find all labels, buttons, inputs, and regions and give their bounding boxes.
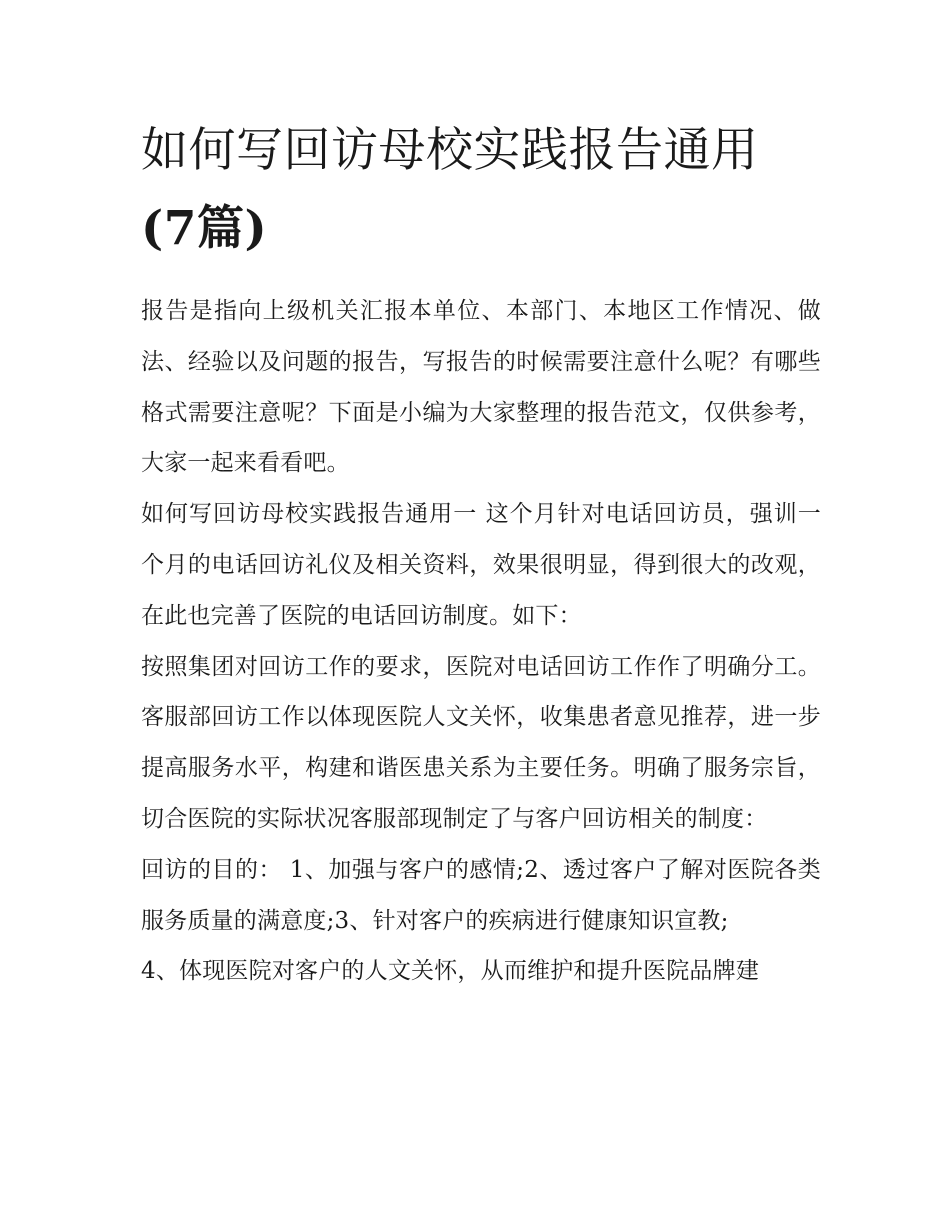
paragraph-section-one: 如何写回访母校实践报告通用一 这个月针对电话回访员，强训一个月的电话回访礼仪及相关资料，效果很明显，得到很大的改观，在此也完善了医院的电话回访制度。如下： [141,501,821,629]
document-title [141,112,821,268]
document-content [141,112,821,997]
paragraph-intro: 报告是指向上级机关汇报本单位、本部门、本地区工作情况、做法、经验以及问题的报告，写报告的时候需要注意什么呢？有哪些格式需要注意呢？下面是小编为大家整理的报告范文，仅供参考，大家一起来看看吧。 [141,298,821,477]
title-main: 如何写回访母校实践报告通用 [141,123,759,178]
paragraph-purpose: 回访的目的： 1、加强与客户的感情;2、透过客户了解对医院各类服务质量的满意度;3、针对客户的疾病进行健康知识宣教; [141,856,821,934]
paragraph-division: 按照集团对回访工作的要求，医院对电话回访工作作了明确分工。客服部回访工作以体现医院人文关怀，收集患者意见推荐，进一步提高服务水平，构建和谐医患关系为主要任务。明确了服务宗旨，切合医院的实际状况客服部现制定了与客户回访相关的制度： [141,653,821,832]
paragraph-purpose-continued: 4、体现医院对客户的人文关怀，从而维护和提升医院品牌建 [141,958,760,985]
title-count: (7篇) [141,201,268,256]
